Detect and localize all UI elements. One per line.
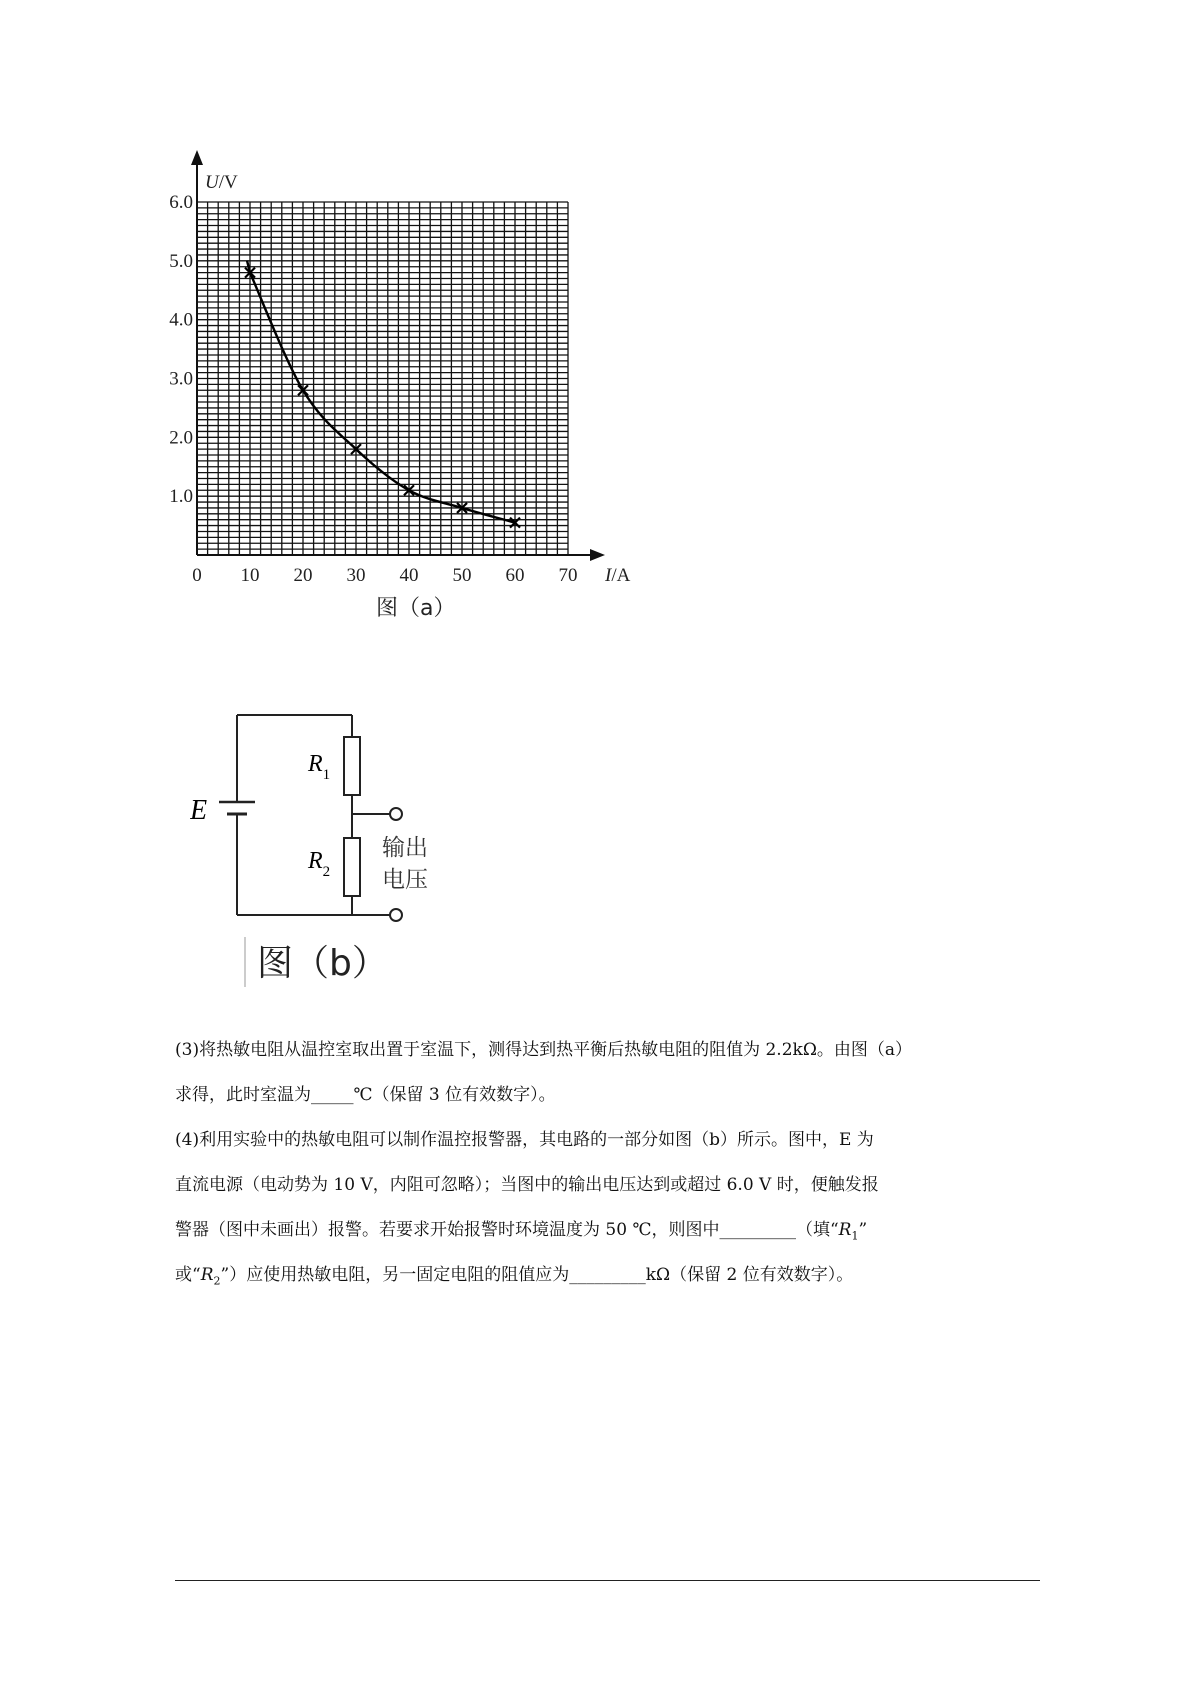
r1-label: $R_1$ <box>308 751 331 783</box>
y-tick-label: 2.0 <box>169 427 193 449</box>
figure-b-circuit <box>190 705 520 1025</box>
question-text <box>175 1030 1040 1300</box>
resistor-r1 <box>344 737 360 795</box>
text-line-5 <box>175 1210 1040 1255</box>
y-axis-label: U/V <box>205 172 238 193</box>
chart-grid <box>197 202 568 555</box>
figure-a-chart <box>150 150 710 690</box>
x-tick-label: 40 <box>399 565 419 586</box>
text-line-1: (3)将热敏电阻从温控室取出置于室温下，测得达到热平衡后热敏电阻的阻值为 2.2kΩ。由图（a） <box>175 1040 913 1060</box>
y-axis-arrow <box>191 150 203 165</box>
text-line-6 <box>175 1255 1040 1300</box>
x-tick-label: 20 <box>293 565 313 586</box>
footer-rule <box>175 1580 1040 1581</box>
r2-label: $R_2$ <box>308 848 331 880</box>
x-axis-arrow <box>590 549 605 561</box>
x-axis-label: I/A <box>605 565 631 586</box>
text-line-6-a: 或“ <box>175 1265 201 1285</box>
y-tick-label: 1.0 <box>169 486 193 508</box>
text-line-3: (4)利用实验中的热敏电阻可以制作温控报警器，其电路的一部分如图（b）所示。图中，E 为 <box>175 1130 874 1150</box>
y-tick-label: 6.0 <box>169 192 193 213</box>
terminal-top <box>390 808 402 820</box>
figure-b-caption: 图（b） <box>257 943 388 984</box>
output-label-line2: 电压 <box>382 867 428 893</box>
x-tick-label: 70 <box>558 565 578 586</box>
y-tick-label: 5.0 <box>169 250 193 272</box>
y-tick-label: 4.0 <box>169 309 193 331</box>
x-tick-label: 50 <box>452 565 472 586</box>
text-line-6-b: ”）应使用热敏电阻，另一固定电阻的阻值应为_________kΩ（保留 2 位有效数字）。 <box>220 1265 854 1285</box>
text-line-5-r: R <box>838 1220 852 1240</box>
source-label: E <box>190 795 208 826</box>
figure-a-caption: 图（a） <box>376 596 456 621</box>
terminal-bottom <box>390 909 402 921</box>
text-line-5-b: ” <box>858 1220 868 1240</box>
series-line <box>247 261 515 523</box>
output-label-line1: 输出 <box>382 835 428 861</box>
text-line-6-sub: 2 <box>213 1274 221 1288</box>
x-tick-label: 0 <box>192 565 202 586</box>
text-line-5-a: 警器（图中未画出）报警。若要求开始报警时环境温度为 50 ℃，则图中_________（填“ <box>175 1220 839 1240</box>
x-tick-label: 60 <box>505 565 525 586</box>
text-line-5-sub: 1 <box>851 1229 859 1243</box>
chart-ticks <box>169 192 577 586</box>
text-line-6-r: R <box>200 1265 214 1285</box>
resistor-r2 <box>344 838 360 896</box>
text-line-2: 求得，此时室温为_____℃（保留 3 位有效数字）。 <box>175 1085 556 1105</box>
chart-series <box>245 261 520 528</box>
x-tick-label: 10 <box>240 565 260 586</box>
text-line-4: 直流电源（电动势为 10 V，内阻可忽略）；当图中的输出电压达到或超过 6.0 V 时，便触发报 <box>175 1175 879 1195</box>
y-tick-label: 3.0 <box>169 368 193 390</box>
x-tick-label: 30 <box>346 565 366 586</box>
